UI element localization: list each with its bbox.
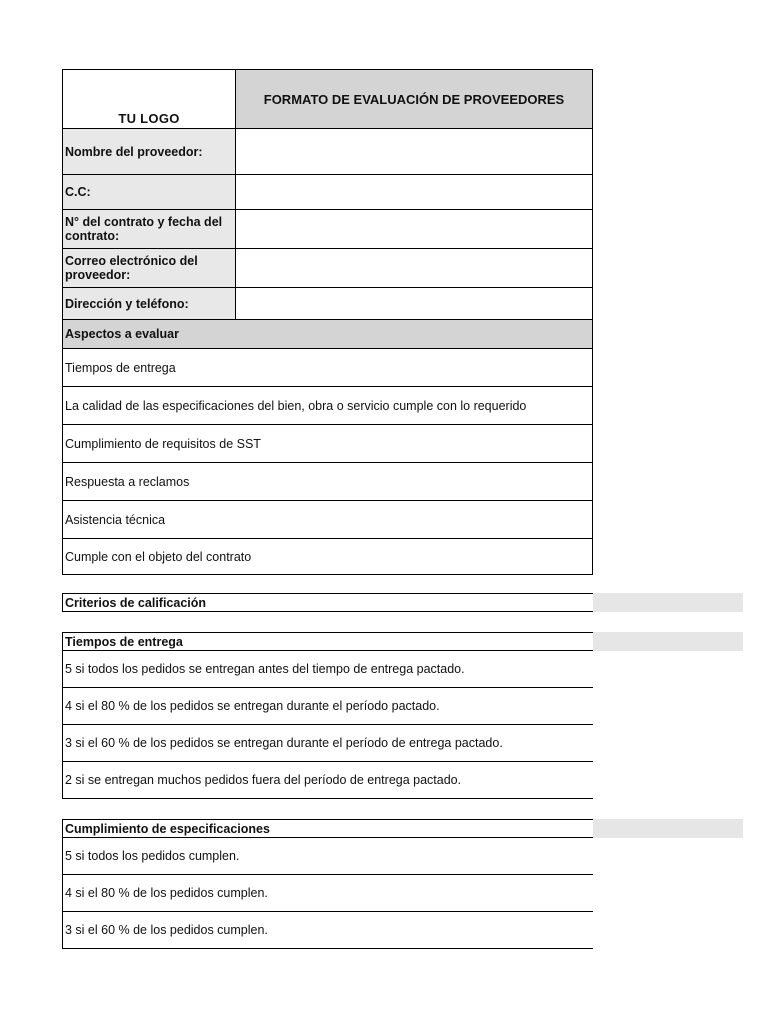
delivery-heading: Tiempos de entrega (62, 632, 593, 651)
field-value-contract[interactable] (236, 210, 593, 248)
specs-heading: Cumplimiento de especificaciones (62, 819, 593, 838)
field-row-supplier-name (62, 128, 593, 174)
specs-band (593, 819, 743, 838)
logo-placeholder (63, 70, 236, 128)
field-label: Correo electrónico del proveedor: (63, 249, 236, 287)
field-label: Dirección y teléfono: (63, 288, 236, 319)
criteria-item: 3 si el 60 % de los pedidos se entregan durante el período de entrega pactado. (63, 725, 593, 762)
field-row-contract (62, 209, 593, 248)
criteria-item: 5 si todos los pedidos cumplen. (63, 838, 593, 875)
field-label: C.C: (63, 175, 236, 209)
criteria-item: 4 si el 80 % de los pedidos cumplen. (63, 875, 593, 912)
field-value-address-phone[interactable] (236, 288, 593, 319)
delivery-band (593, 632, 743, 651)
aspect-item: Asistencia técnica (62, 500, 593, 538)
field-value-email[interactable] (236, 249, 593, 287)
aspect-item: Tiempos de entrega (62, 348, 593, 386)
criteria-heading: Criterios de calificación (62, 593, 593, 612)
criteria-item: 4 si el 80 % de los pedidos se entregan durante el período pactado. (63, 688, 593, 725)
form-title: FORMATO DE EVALUACIÓN DE PROVEEDORES (263, 91, 565, 107)
aspect-item: Cumplimiento de requisitos de SST (62, 424, 593, 462)
field-row-cc (62, 174, 593, 209)
aspect-item: La calidad de las especificaciones del bien, obra o servicio cumple con lo requerido (62, 386, 593, 424)
field-row-address-phone (62, 287, 593, 319)
aspect-item: Respuesta a reclamos (62, 462, 593, 500)
logo-text: TU LOGO (118, 111, 180, 126)
aspect-item: Cumple con el objeto del contrato (62, 538, 593, 575)
field-value-cc[interactable] (236, 175, 593, 209)
supplier-evaluation-form (62, 69, 593, 575)
form-title-cell (236, 70, 593, 128)
criteria-item: 2 si se entregan muchos pedidos fuera del período de entrega pactado. (63, 762, 593, 799)
criteria-item: 5 si todos los pedidos se entregan antes del tiempo de entrega pactado. (63, 651, 593, 688)
specs-criteria-list (62, 838, 593, 949)
field-value-supplier-name[interactable] (236, 129, 593, 174)
aspects-heading: Aspectos a evaluar (62, 319, 593, 348)
delivery-criteria-list (62, 651, 593, 799)
field-label: N° del contrato y fecha del contrato: (63, 210, 236, 248)
criteria-band (593, 593, 743, 612)
form-header-row (62, 69, 593, 128)
criteria-item: 3 si el 60 % de los pedidos cumplen. (63, 912, 593, 949)
field-label: Nombre del proveedor: (63, 129, 236, 174)
field-row-email (62, 248, 593, 287)
